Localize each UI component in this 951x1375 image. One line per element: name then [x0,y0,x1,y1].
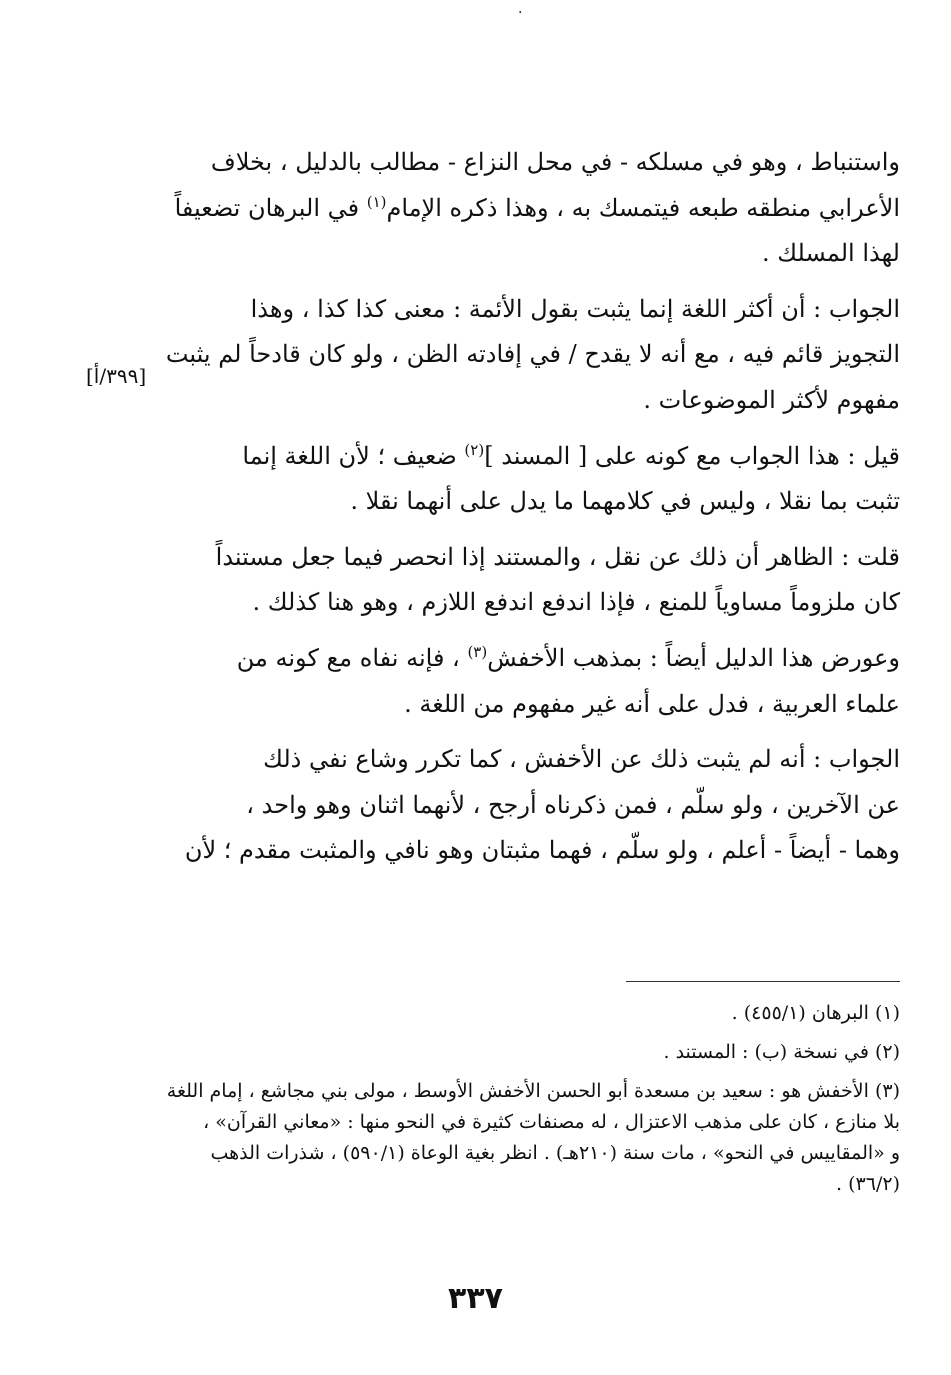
footnote-3: (٣) الأخفش هو : سعيد بن مسعدة أبو الحسن الأخفش الأوسط ، مولى بني مجاشع ، إمام اللغة [166,1080,900,1102]
footnotes [148,998,900,1200]
body-line: واستنباط ، وهو في مسلكه - في محل النزاع - مطالب بالدليل ، بخلاف [210,148,900,176]
body-line: وهما - أيضاً - أعلم ، ولو سلّم ، فهما مثبتان وهو نافي والمثبت مقدم ؛ لأن [184,836,900,865]
body-line: التجويز قائم فيه ، مع أنه لا يقدح / في إفادته الظن ، ولو كان قادحاً لم يثبت [165,340,900,369]
footnote-divider [626,981,900,982]
body-line: قلت : الظاهر أن ذلك عن نقل ، والمستند إذا انحصر فيما جعل مستنداً [215,542,900,571]
body-line: عن الآخرين ، ولو سلّم ، فمن ذكرناه أرجح ، لأنهما اثنان وهو واحد ، [246,790,900,819]
page-number: ٣٣٧ [448,1281,503,1316]
margin-folio-reference: [٣٩٩/أ] [86,364,147,388]
body-line: تثبت بما نقلا ، وليس في كلامهما ما يدل على أنهما نقلا . [350,487,900,516]
footnote-ref-1[interactable]: (١) [366,192,387,211]
footnote-3-cont: بلا منازع ، كان على مذهب الاعتزال ، له مصنفات كثيرة في النحو منها : «معاني القرآن» ، [203,1111,900,1133]
body-line: لهذا المسلك . [762,239,900,268]
footnote-3-cont: (٣٦/٢) . [836,1173,900,1195]
top-mark: . [518,1,523,17]
footnote-2: (٢) في نسخة (ب) : المستند . [663,1041,900,1063]
body-line: الجواب : أنه لم يثبت ذلك عن الأخفش ، كما تكرر وشاع نفي ذلك [263,745,900,774]
body-line: الجواب : أن أكثر اللغة إنما يثبت بقول الأئمة : معنى كذا كذا ، وهذا [250,294,900,323]
body-line: مفهوم لأكثر الموضوعات . [643,385,900,414]
footnote-ref-3[interactable]: (٣) [467,642,488,661]
footnote-1: (١) البرهان (٤٥٥/١) . [731,1002,900,1024]
body-line: علماء العربية ، فدل على أنه غير مفهوم من اللغة . [404,689,900,718]
body-line: وعورض هذا الدليل أيضاً : بمذهب الأخفش$^{(٣)}$ ، فإنه نفاه مع كونه من [236,642,900,672]
body-line: كان ملزوماً مساوياً للمنع ، فإذا اندفع اندفع اللازم ، وهو هنا كذلك . [252,588,900,617]
body-line: قيل : هذا الجواب مع كونه على [ المسند ]$^{(٢)}$ ضعيف ؛ لأن اللغة إنما [242,440,900,470]
footnote-3-cont: و «المقاييس في النحو» ، مات سنة (٢١٠هـ) . انظر بغية الوعاة (٥٩٠/١) ، شذرات الذهب [210,1142,900,1164]
body-line: الأعرابي منطقه طبعه فيتمسك به ، وهذا ذكره الإمام$^{(١)}$ في البرهان تضعيفاً [174,192,900,222]
main-text [148,140,900,874]
footnote-ref-2[interactable]: (٢) [464,440,485,459]
